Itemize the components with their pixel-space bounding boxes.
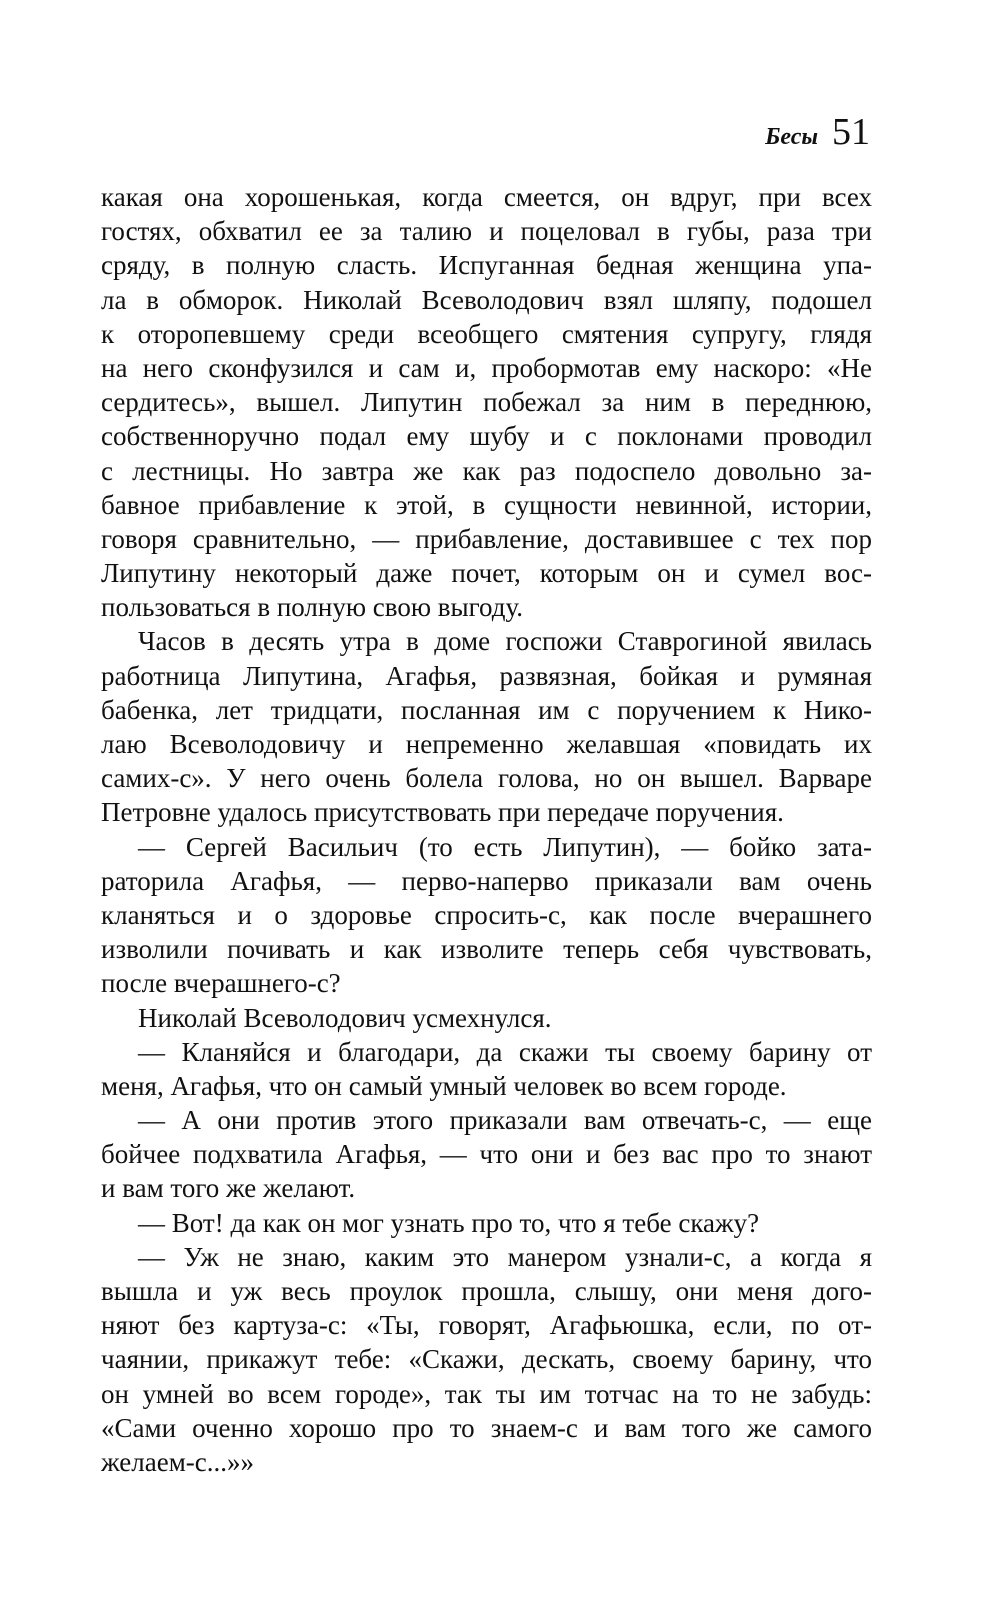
- text-line: он умней во всем городе», так ты им тотчас на то не забудь:: [101, 1378, 872, 1409]
- text-line: изволили почивать и как изволите теперь себя чувствовать,: [101, 934, 872, 965]
- text-line: — Сергей Васильич (то есть Липутин), — бойко зата-: [138, 831, 872, 862]
- running-title: Бесы: [765, 124, 818, 150]
- page-header: [765, 110, 870, 154]
- text-line: меня, Агафья, что он самый умный человек во всем городе.: [101, 1070, 787, 1101]
- text-line: работница Липутина, Агафья, развязная, бойкая и румяная: [101, 660, 872, 691]
- text-line: после вчерашнего-с?: [101, 968, 341, 999]
- body-text: [101, 180, 872, 1479]
- text-line: собственноручно подал ему шубу и с поклонами проводил: [101, 421, 872, 452]
- text-line: чаянии, прикажут тебе: «Скажи, дескать, своему барину, что: [101, 1344, 872, 1375]
- text-line: кланяться и о здоровье спросить-с, как после вчерашнего: [101, 899, 872, 930]
- text-line: пользоваться в полную свою выгоду.: [101, 592, 524, 623]
- text-line: — А они против этого приказали вам отвечать-с, — еще: [138, 1105, 872, 1136]
- text-line: желаем-с...»»: [101, 1446, 255, 1477]
- text-line: няют без картуза-с: «Ты, говорят, Агафьюшка, если, по от-: [101, 1310, 872, 1341]
- text-line: Николай Всеволодович усмехнулся.: [138, 1002, 552, 1033]
- text-line: — Вот! да как он мог узнать про то, что я тебе скажу?: [138, 1207, 760, 1238]
- text-line: бойчее подхватила Агафья, — что они и без вас про то знают: [101, 1139, 872, 1170]
- text-line: Часов в десять утра в доме госпожи Ставрогиной явилась: [138, 626, 872, 657]
- text-line: — Кланяйся и благодари, да скажи ты своему барину от: [138, 1036, 872, 1067]
- text-line: вышла и уж весь проулок прошла, слышу, они меня дого-: [101, 1276, 872, 1306]
- text-line: лаю Всеволодовичу и непременно желавшая «повидать их: [101, 729, 872, 759]
- text-line: какая она хорошенькая, когда смеется, он вдруг, при всех: [101, 182, 872, 212]
- page-number: 51: [832, 111, 870, 153]
- text-line: сердитесь», вышел. Липутин побежал за ним в переднюю,: [101, 387, 872, 418]
- text-line: гостях, обхватил ее за талию и поцеловал в губы, раза три: [101, 216, 872, 247]
- text-line: самих-с». У него очень болела голова, но он вышел. Варваре: [101, 763, 872, 794]
- text-line: Петровне удалось присутствовать при передаче поручения.: [101, 797, 784, 828]
- text-line: и вам того же желают.: [101, 1173, 356, 1204]
- text-line: на него сконфузился и сам и, пробормотав ему наскоро: «Не: [101, 352, 872, 383]
- text-line: бавное прибавление к этой, в сущности невинной, истории,: [101, 489, 872, 520]
- text-line: с лестницы. Но завтра же как раз подоспело довольно за-: [101, 455, 872, 486]
- text-line: бабенка, лет тридцати, посланная им с поручением к Нико-: [101, 694, 872, 725]
- text-line: говоря сравнительно, — прибавление, доставившее с тех пор: [101, 523, 872, 554]
- text-line: ла в обморок. Николай Всеволодович взял шляпу, подошел: [101, 284, 872, 315]
- text-line: «Сами оченно хорошо про то знаем-с и вам того же самого: [101, 1412, 872, 1443]
- text-line: к оторопевшему среди всеобщего смятения супругу, глядя: [101, 318, 872, 349]
- text-line: раторила Агафья, — перво-наперво приказали вам очень: [101, 865, 872, 896]
- text-line: — Уж не знаю, каким это манером узнали-с, а когда я: [138, 1241, 872, 1272]
- text-line: Липутину некоторый даже почет, которым он и сумел вос-: [101, 558, 872, 589]
- text-line: сряду, в полную сласть. Испуганная бедная женщина упа-: [101, 250, 872, 281]
